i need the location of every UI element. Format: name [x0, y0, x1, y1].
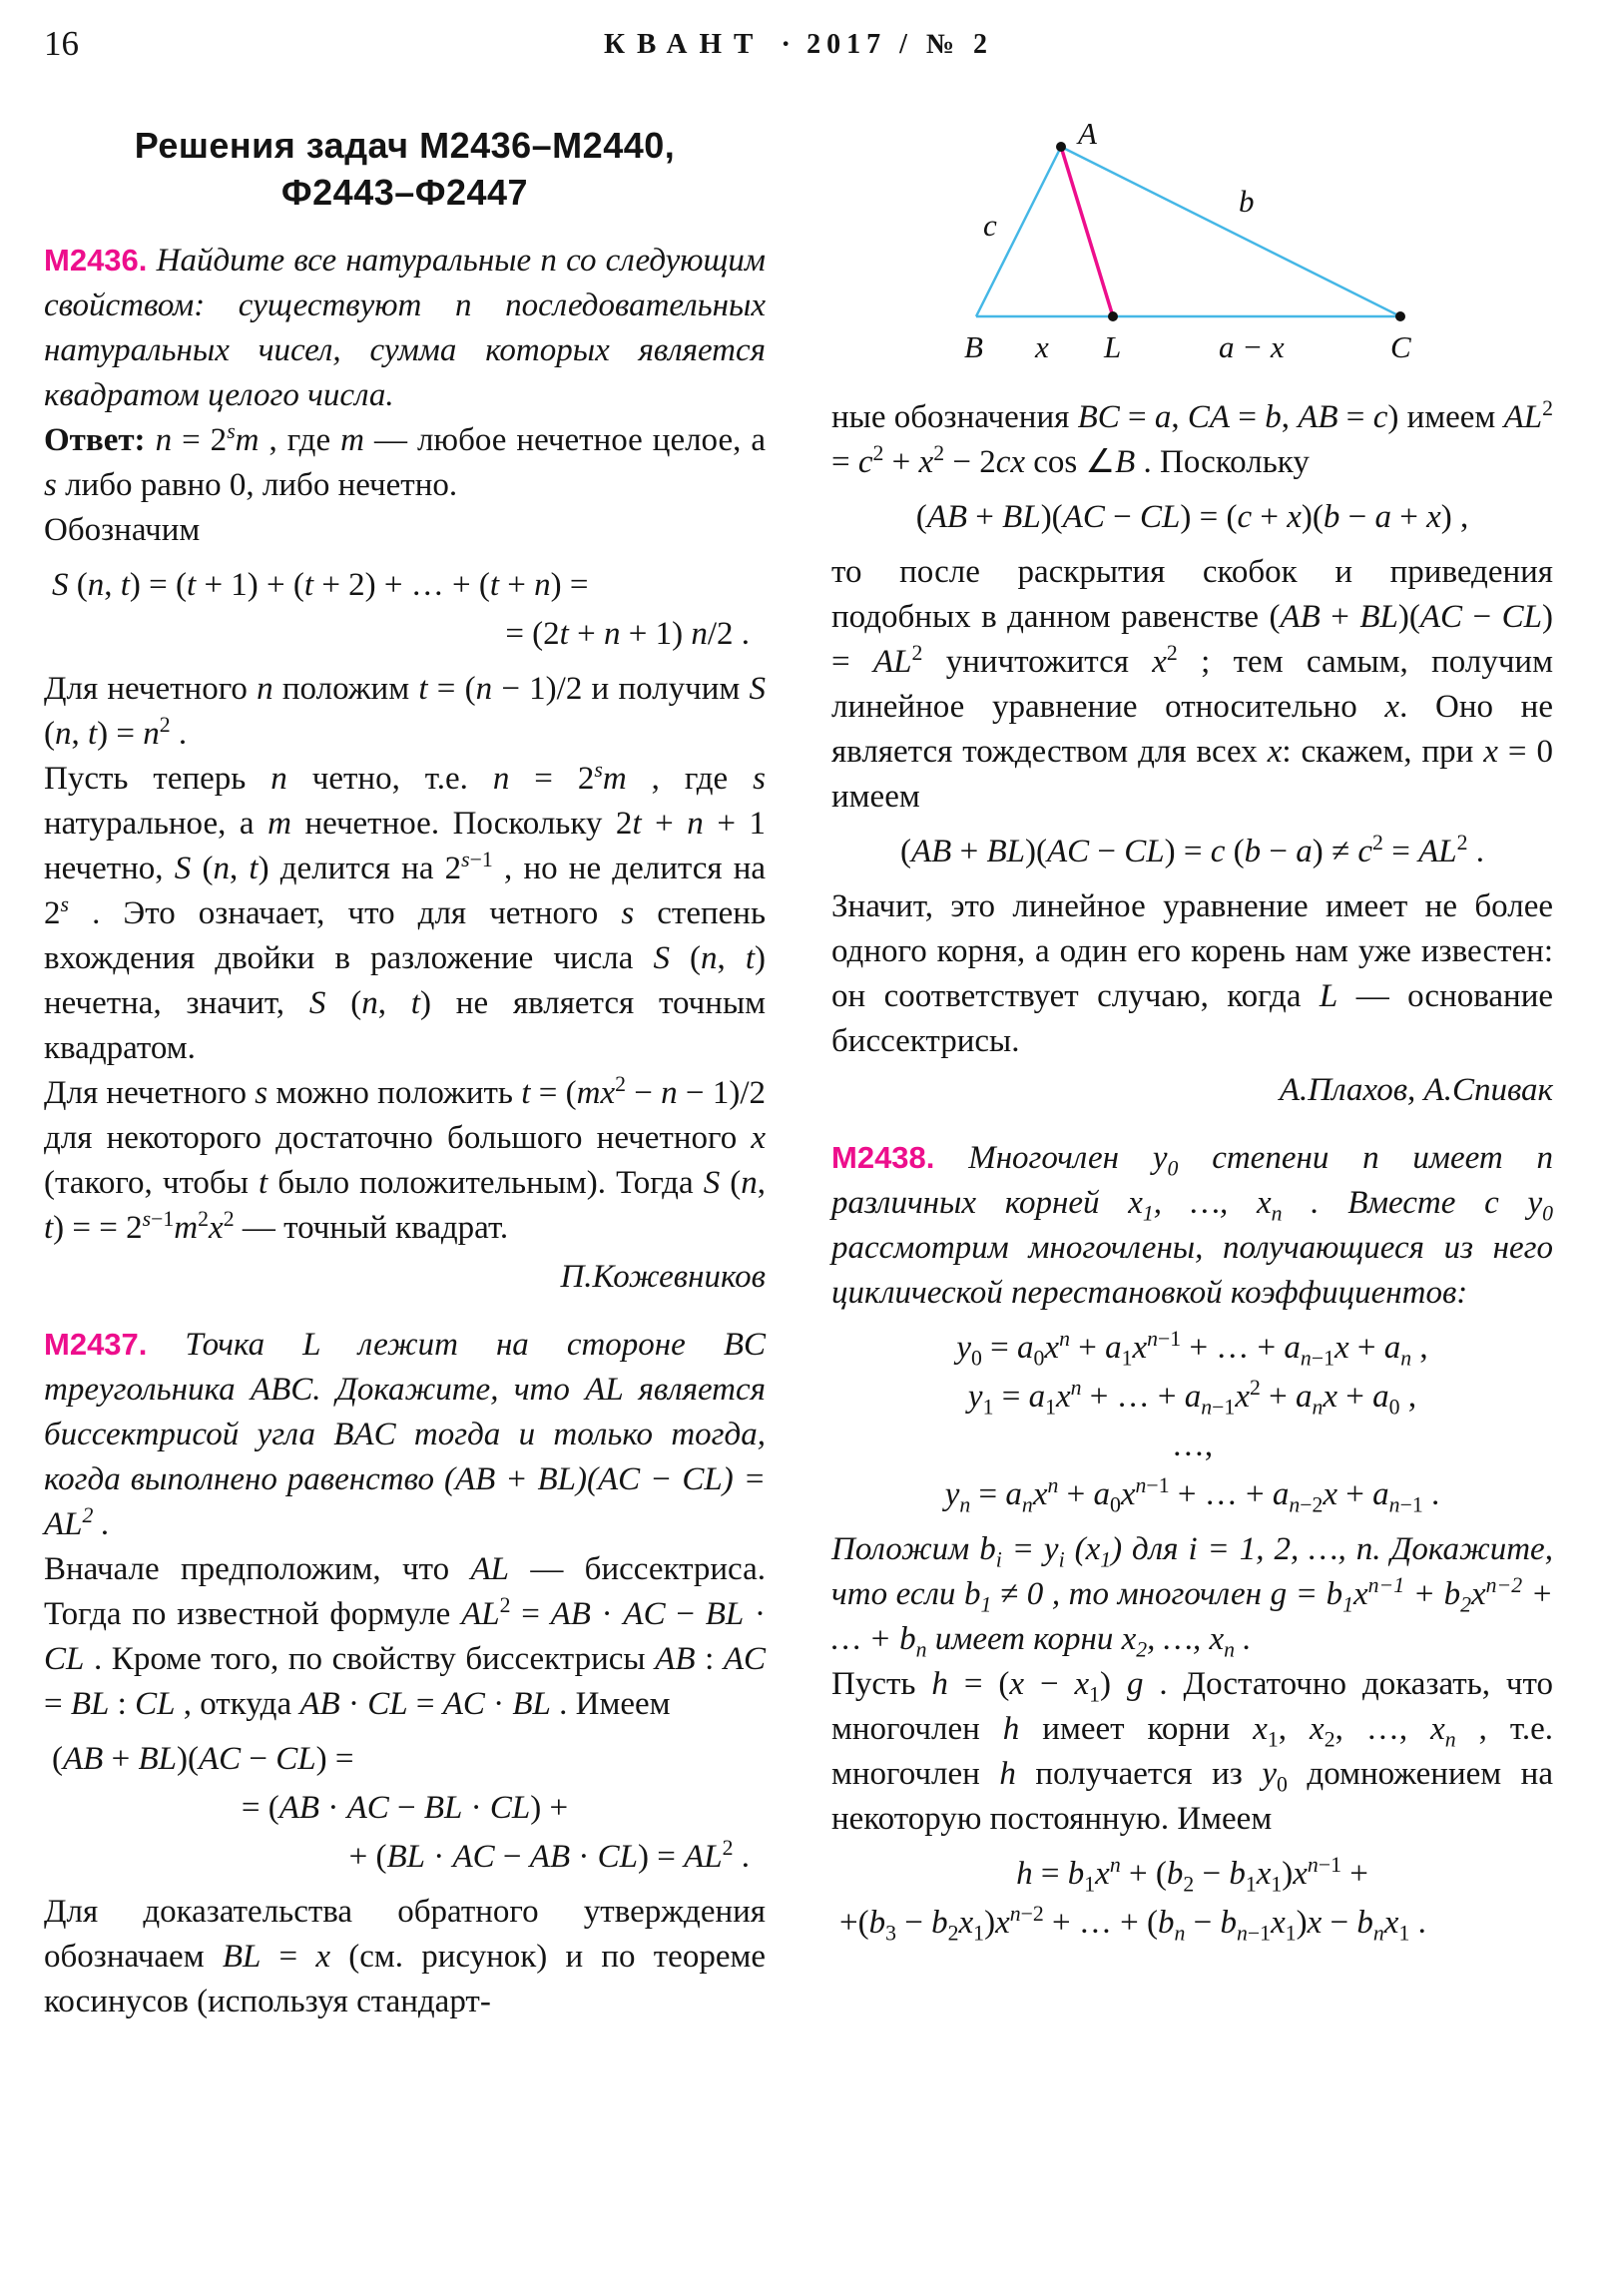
- author-signature: П.Кожевников: [560, 1259, 766, 1295]
- math-display: [831, 493, 1553, 542]
- math-line: + (BL · AC − AB · $CL) = AL^2$ .: [348, 1836, 750, 1875]
- problem-text: Найдите все натуральные n со следующим свойством: существуют n последовательных натуральных чисел, сумма которых является квадратом целого числа.: [44, 243, 766, 413]
- triangle-diagram: [831, 120, 1553, 371]
- label-b: b: [1239, 184, 1255, 219]
- math-line: $+(b_3 - b_2x_1)x^{n-2}$ + … + $(b_n - b_{n-1}x_1)x - b_nx_1$ .: [839, 1902, 1426, 1946]
- section-title: [44, 122, 766, 216]
- paragraph: Для нечетного n положим t = (n − 1)/2 и получим S (n, $t) = n^2$ .: [44, 671, 767, 752]
- point-L-dot: [1108, 311, 1118, 321]
- math-line: = (2t + n + 1) n/2 .: [505, 616, 750, 652]
- paragraph: Пусть теперь n четно, т.е. $n = 2^sm$ , где s натуральное, а m нечетное. Поскольку 2t + n + 1 нечетно, S (n, t) делится на $2^{s-1}$ , но не делится на 2$^s$ . Это означает, что для четного s степень вхождения двойки в разложение числа S (n, t) нечетна, значит, S (n, t) не является точным квадратом.: [44, 758, 767, 1066]
- paragraph: Для доказательства обратного утверждения обозначаем BL = x (см. рисунок) и по теореме косинусов (используя стандарт-: [44, 1894, 766, 2019]
- math-display: [831, 1850, 1553, 1948]
- label-B: B: [964, 329, 983, 364]
- paragraph: Обозначим: [44, 512, 201, 548]
- math-line: $y_0 = a_0x^n + a_1x^{n-1}$ + … + $a_{n-1}x + a_n$ ,: [956, 1327, 1428, 1371]
- label-C: C: [1390, 329, 1411, 364]
- vertex-A-dot: [1056, 142, 1066, 152]
- math-display: [44, 561, 766, 659]
- paragraph: Вначале предположим, что AL — биссектриса. Тогда по известной формуле $AL^2$ = AB · AC − BL · CL . Кроме того, по свойству биссектрисы AB : AC = BL : CL , откуда AB · CL = AC · BL . Имеем: [44, 1551, 767, 1722]
- paragraph: то после раскрытия скобок и приведения подобных в данном равенстве $(AB + BL)(AC - CL) = AL^2$ уничтожится $x^2$ ; тем самым, получим линейное уравнение относительно x. Оно не является тождеством для всех x: скажем, при x = 0 имеем: [831, 554, 1553, 815]
- math-line: (AB + BL)(AC − CL) =: [52, 1741, 354, 1777]
- math-display: [831, 1324, 1553, 1519]
- paragraph: Пусть $h = (x - x_1)$ g . Достаточно доказать, что многочлен h имеет корни $x_1$, $x_2$, …, $x_n$ , т.е. многочлен h получается из $y_0$ домножением на некоторую постоянную. Имеем: [831, 1666, 1554, 1837]
- math-display: [831, 828, 1553, 876]
- page-header: [0, 0, 1597, 84]
- math-line: S (n, t) = (t + 1) + (t + 2) + … + (t + n) =: [52, 567, 589, 603]
- math-line: $y_n = a_nx^n + a_0x^{n-1}$ + … + $a_{n-2}x + a_{n-1}$ .: [944, 1473, 1440, 1517]
- math-display: [44, 1735, 766, 1882]
- section-title-line: Решения задач М2436–М2440,: [134, 125, 676, 166]
- math-line: (AB + BL)(AC − CL) = c $(b - a) \ne c^2 = AL^2$ .: [900, 831, 1484, 869]
- journal-name: КВАНТ: [604, 28, 766, 60]
- paragraph: Положим $b_i = y_i$ $(x_1)$ для i = 1, 2, …, n. Докажите, что если $b_1 \ne 0$ , то многочлен $g = b_1x^{n-1} + b_2x^{n-2}$ + … + $b_n$ имеет корни $x_2$, …, $x_n$ .: [831, 1531, 1553, 1662]
- two-column-layout: [0, 84, 1597, 2024]
- problem-statement-M2437: [44, 1322, 766, 1547]
- paragraph: ные обозначения BC = a, CA = b, AB = c) имеем $AL^2 = c^2 + x^2 - 2cx$ cos ∠B . Поскольку: [831, 396, 1553, 480]
- math-line: …,: [1171, 1428, 1214, 1463]
- vertex-C-dot: [1395, 311, 1405, 321]
- right-column: [831, 114, 1553, 2024]
- problem-statement-M2436: [44, 238, 766, 418]
- problem-label: М2437.: [44, 1327, 148, 1362]
- left-column: [44, 114, 766, 2024]
- problem-label: М2438.: [831, 1140, 935, 1175]
- problem-text: Многочлен $y_0$ степени n имеет n различных корней $x_1$, …, $x_n$ . Вместе с $y_0$ рассмотрим многочлены, получающиеся из него циклической перестановкой коэффициентов:: [831, 1140, 1553, 1311]
- problem-label: М2436.: [44, 243, 148, 278]
- math-line: = (AB · AC − BL · CL) +: [241, 1790, 569, 1826]
- problem-text: Точка L лежит на стороне BC треугольника ABC. Докажите, что AL является биссектрисой угла BAC тогда и только тогда, когда выполнено равенство $(AB + BL)(AC - CL) = AL^2$ .: [44, 1327, 766, 1542]
- section-title-line: Ф2443–Ф2447: [280, 172, 529, 213]
- problem-statement-M2438: [831, 1135, 1553, 1316]
- paragraph: Для нечетного s можно положить $t = (mx^2 - n - 1)/2$ для некоторого достаточно большого нечетного x (такого, чтобы t было положительным). Тогда S (n, t) = = $2^{s-1}m^2x^2$ — точный квадрат.: [44, 1072, 766, 1246]
- label-L: L: [1104, 329, 1122, 364]
- label-a-minus-x: a − x: [1219, 329, 1285, 364]
- math-line: (AB + BL)(AC − CL) = (c + x)(b − a + x) ,: [915, 499, 1469, 535]
- paragraph: Значит, это линейное уравнение имеет не более одного корня, а один его корень нам уже известен: он соответствует случаю, когда L — основание биссектрисы.: [831, 888, 1553, 1059]
- math-line: $y_1 = a_1x^n$ + … + $a_{n-1}x^2 + a_nx + a_0$ ,: [967, 1376, 1417, 1420]
- side-AC: [1061, 147, 1400, 316]
- math-line: $h = b_1x^n + (b_2 - b_1x_1)x^{n-1}$ +: [1016, 1853, 1368, 1897]
- triangle-figure: [831, 120, 1553, 371]
- right-column-text: [831, 395, 1553, 1948]
- masthead: [0, 28, 1597, 61]
- label-A: A: [1078, 120, 1097, 151]
- paragraph: Ответ: $n = 2^sm$ , где m — любое нечетное целое, а s либо равно 0, либо нечетно.: [44, 419, 767, 503]
- author-signature: А.Плахов, А.Спивак: [1279, 1072, 1553, 1108]
- label-x: x: [1035, 329, 1049, 364]
- page-number: 16: [44, 24, 79, 63]
- issue-label: 2017 / № 2: [806, 29, 993, 60]
- bisector-AL: [1061, 147, 1113, 316]
- masthead-separator: ·: [781, 28, 792, 60]
- label-c: c: [983, 208, 997, 243]
